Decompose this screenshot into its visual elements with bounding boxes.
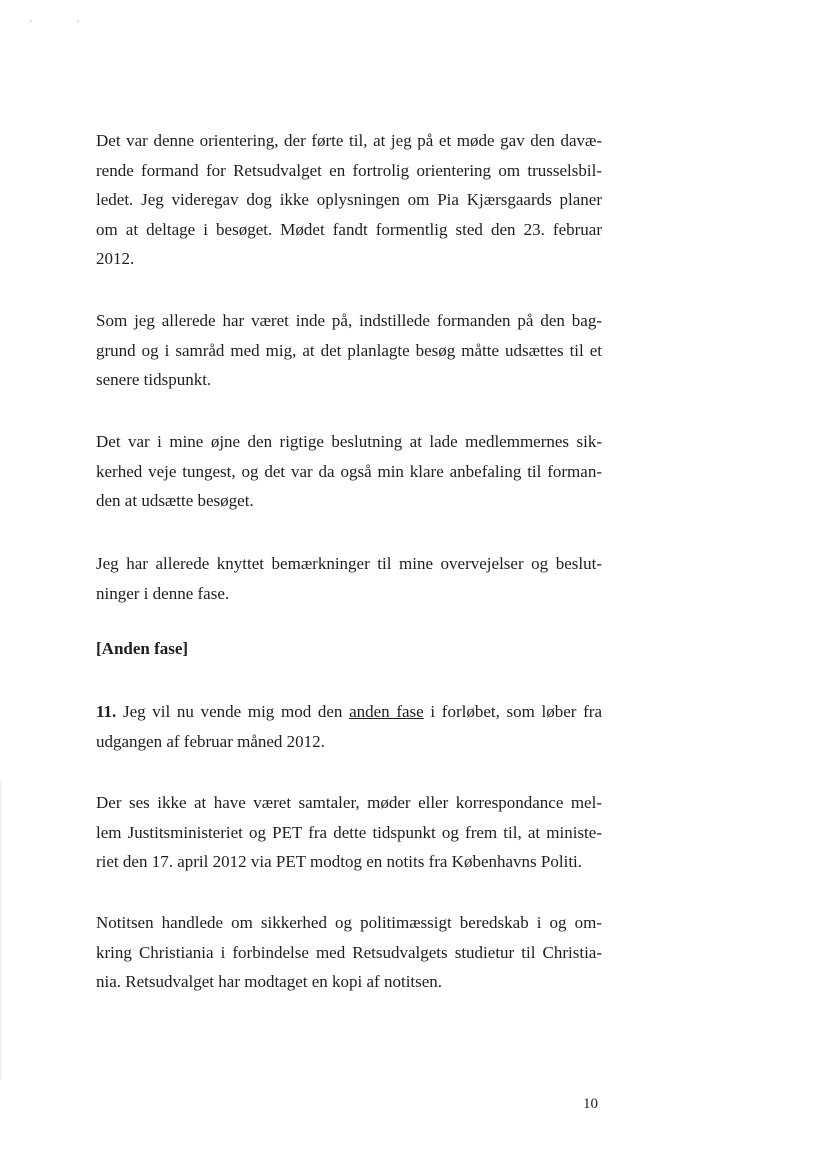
text-line: Jeg har allerede knyttet bemærkninger til mine overvejelser og beslut- (96, 554, 602, 573)
text-line: grund og i samråd med mig, at det planlagte besøg måtte udsættes til et (96, 340, 602, 360)
scan-edge-shadow (0, 780, 3, 1080)
section-heading: [Anden fase] (96, 639, 189, 658)
underlined-term: anden fase (349, 702, 424, 721)
page-number: 10 (583, 1096, 598, 1112)
text-line: den at udsætte besøget. (96, 491, 254, 510)
paragraph-orientation (96, 126, 602, 274)
text-line: lem Justitsministeriet og PET fra dette tidspunkt og frem til, at ministe- (96, 822, 602, 842)
text-line: 2012. (96, 249, 135, 268)
paragraph-numbered-11 (96, 697, 602, 756)
text-line: riet den 17. april 2012 via PET modtog en notits fra Københavns Politi. (96, 852, 583, 871)
text-line: Det var i mine øjne den rigtige beslutning at lade medlemmernes sik- (96, 432, 602, 451)
scan-speck (30, 20, 32, 22)
text-fragment: Jeg vil nu vende mig mod den (116, 702, 350, 721)
text-line: udgangen af februar måned 2012. (96, 731, 325, 751)
text-line: om at deltage i besøget. Mødet fandt formentlig sted den 23. februar (96, 219, 602, 239)
paragraph-remarks (96, 549, 602, 608)
paragraph-number: 11. (96, 702, 117, 721)
text-line: senere tidspunkt. (96, 370, 212, 389)
paragraph-postponement (96, 306, 602, 395)
text-line: rende formand for Retsudvalget en fortrolig orientering om trusselsbil- (96, 160, 602, 180)
text-line: Der ses ikke at have været samtaler, møder eller korrespondance mel- (96, 793, 602, 812)
text-line: kerhed veje tungest, og det var da også min klare anbefaling til forman- (96, 461, 602, 481)
text-fragment: i forløbet, som løber fra (423, 702, 602, 721)
text-line: ledet. Jeg videregav dog ikke oplysningen om Pia Kjærsgaards planer (96, 190, 602, 209)
text-line: Som jeg allerede har været inde på, indstillede formanden på den bag- (96, 311, 602, 330)
text-line: ninger i denne fase. (96, 583, 230, 603)
text-line: Det var denne orientering, der førte til, at jeg på et møde gav den davæ- (96, 131, 602, 150)
text-line (96, 697, 602, 727)
text-line: kring Christiania i forbindelse med Retsudvalgets studietur til Christia- (96, 942, 602, 962)
paragraph-decision (96, 427, 602, 516)
paragraph-memo (96, 908, 602, 997)
text-line: nia. Retsudvalget har modtaget en kopi af notitsen. (96, 972, 443, 991)
scan-speck (77, 20, 79, 22)
text-line: Notitsen handlede om sikkerhed og politimæssigt beredskab i og om- (96, 913, 602, 932)
paragraph-no-contact (96, 788, 602, 877)
